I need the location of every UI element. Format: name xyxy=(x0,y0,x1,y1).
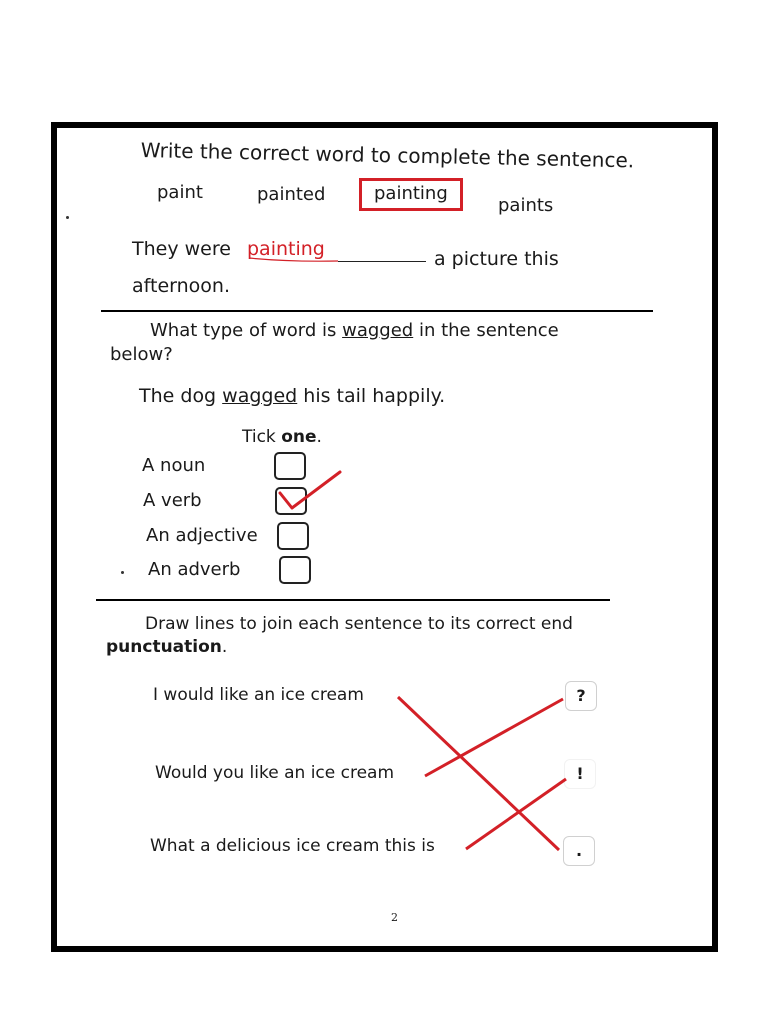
q2-example-word: wagged xyxy=(222,385,298,407)
option-painting-selected[interactable]: painting xyxy=(359,178,463,211)
punct-full-stop-box[interactable]: . xyxy=(563,836,595,866)
sentence-1[interactable]: I would like an ice cream xyxy=(153,685,364,705)
choice-verb-label: A verb xyxy=(143,490,202,511)
q1-instruction: Write the correct word to complete the sentence. xyxy=(140,138,635,173)
red-tick-mark xyxy=(280,472,340,508)
q1-handwritten-answer[interactable]: painting xyxy=(247,238,325,260)
q1-sentence-start: They were xyxy=(132,238,231,260)
page-number: 2 xyxy=(391,911,398,924)
q3-instruction: Draw lines to join each sentence to its correct end xyxy=(145,614,573,634)
sentence-2[interactable]: Would you like an ice cream xyxy=(155,763,395,783)
q1-sentence-end: a picture this xyxy=(434,248,559,270)
punct-question-box[interactable]: ? xyxy=(565,681,597,711)
choice-noun-label: A noun xyxy=(142,455,206,476)
choice-adverb-label: An adverb xyxy=(148,559,241,580)
option-painted[interactable]: painted xyxy=(257,184,326,205)
option-paints[interactable]: paints xyxy=(498,195,554,216)
q2-question-part-b: in the sentence xyxy=(418,320,559,341)
answer-underline-stroke xyxy=(249,258,338,261)
q2-question-part-a: What type of word is xyxy=(150,320,337,341)
sentence-3[interactable]: What a delicious ice cream this is xyxy=(150,836,435,856)
tick-bold: one xyxy=(281,427,317,447)
punct-exclaim-box[interactable]: ! xyxy=(564,759,596,789)
tick-suffix: . xyxy=(316,427,322,447)
match-line-3-to-exclaim xyxy=(466,779,566,849)
q2-example-part-b: his tail happily. xyxy=(303,385,446,407)
q3-instruction-end: . xyxy=(221,637,228,657)
option-paint[interactable]: paint xyxy=(157,182,203,203)
q2-example-part-a: The dog xyxy=(139,385,217,407)
choice-adjective-label: An adjective xyxy=(146,525,258,546)
match-line-1-to-full-stop xyxy=(398,697,559,850)
q2-question-line2: below? xyxy=(110,344,173,365)
tick-prefix: Tick xyxy=(242,427,276,447)
match-line-2-to-question xyxy=(425,699,563,776)
q2-question-word: wagged xyxy=(342,320,414,341)
q1-sentence-line2: afternoon. xyxy=(132,275,230,297)
q3-instruction-bold: punctuation xyxy=(106,637,222,657)
